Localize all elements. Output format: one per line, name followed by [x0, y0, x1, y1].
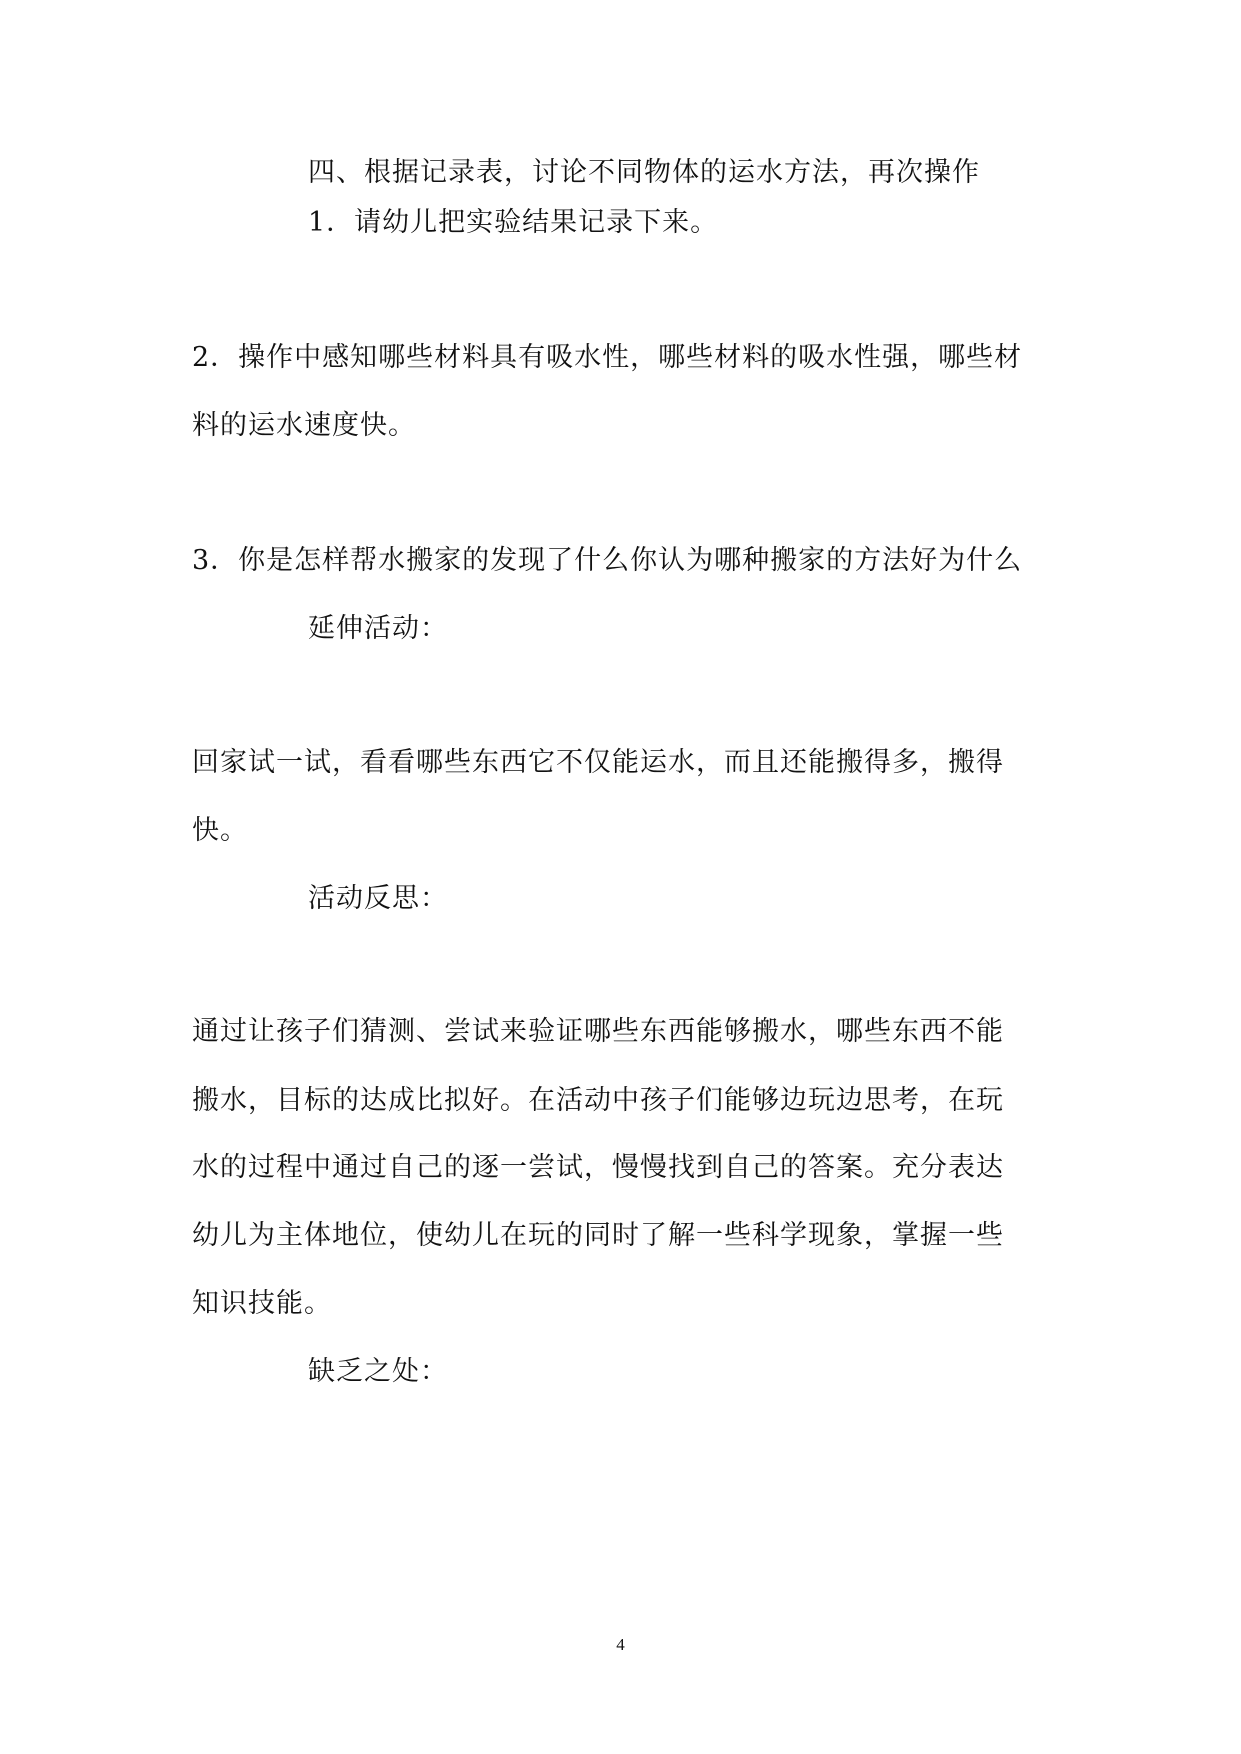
item-1: 1．请幼儿把实验结果记录下来。	[308, 207, 719, 238]
reflection-line-1: 通过让孩子们猜测、尝试来验证哪些东西能够搬水，哪些东西不能	[192, 1016, 1004, 1047]
extension-heading: 延伸活动：	[308, 613, 448, 644]
shortcomings-heading: 缺乏之处：	[308, 1356, 448, 1387]
reflection-heading: 活动反思：	[308, 883, 448, 914]
extension-line-2: 快。	[192, 815, 248, 846]
item-2-line-2: 料的运水速度快。	[192, 410, 416, 441]
item-2-line-1: 2．操作中感知哪些材料具有吸水性，哪些材料的吸水性强，哪些材	[192, 342, 1023, 373]
item-3: 3．你是怎样帮水搬家的发现了什么你认为哪种搬家的方法好为什么	[192, 545, 1023, 576]
page-number: 4	[616, 1635, 625, 1654]
reflection-line-2: 搬水，目标的达成比拟好。在活动中孩子们能够边玩边思考，在玩	[192, 1085, 1004, 1116]
reflection-line-4: 幼儿为主体地位，使幼儿在玩的同时了解一些科学现象，掌握一些	[192, 1220, 1004, 1251]
extension-line-1: 回家试一试，看看哪些东西它不仅能运水，而且还能搬得多，搬得	[192, 747, 1004, 778]
reflection-line-3: 水的过程中通过自己的逐一尝试，慢慢找到自己的答案。充分表达	[192, 1152, 1004, 1183]
reflection-line-5: 知识技能。	[192, 1288, 332, 1319]
section-four-heading: 四、根据记录表，讨论不同物体的运水方法，再次操作	[308, 157, 980, 188]
